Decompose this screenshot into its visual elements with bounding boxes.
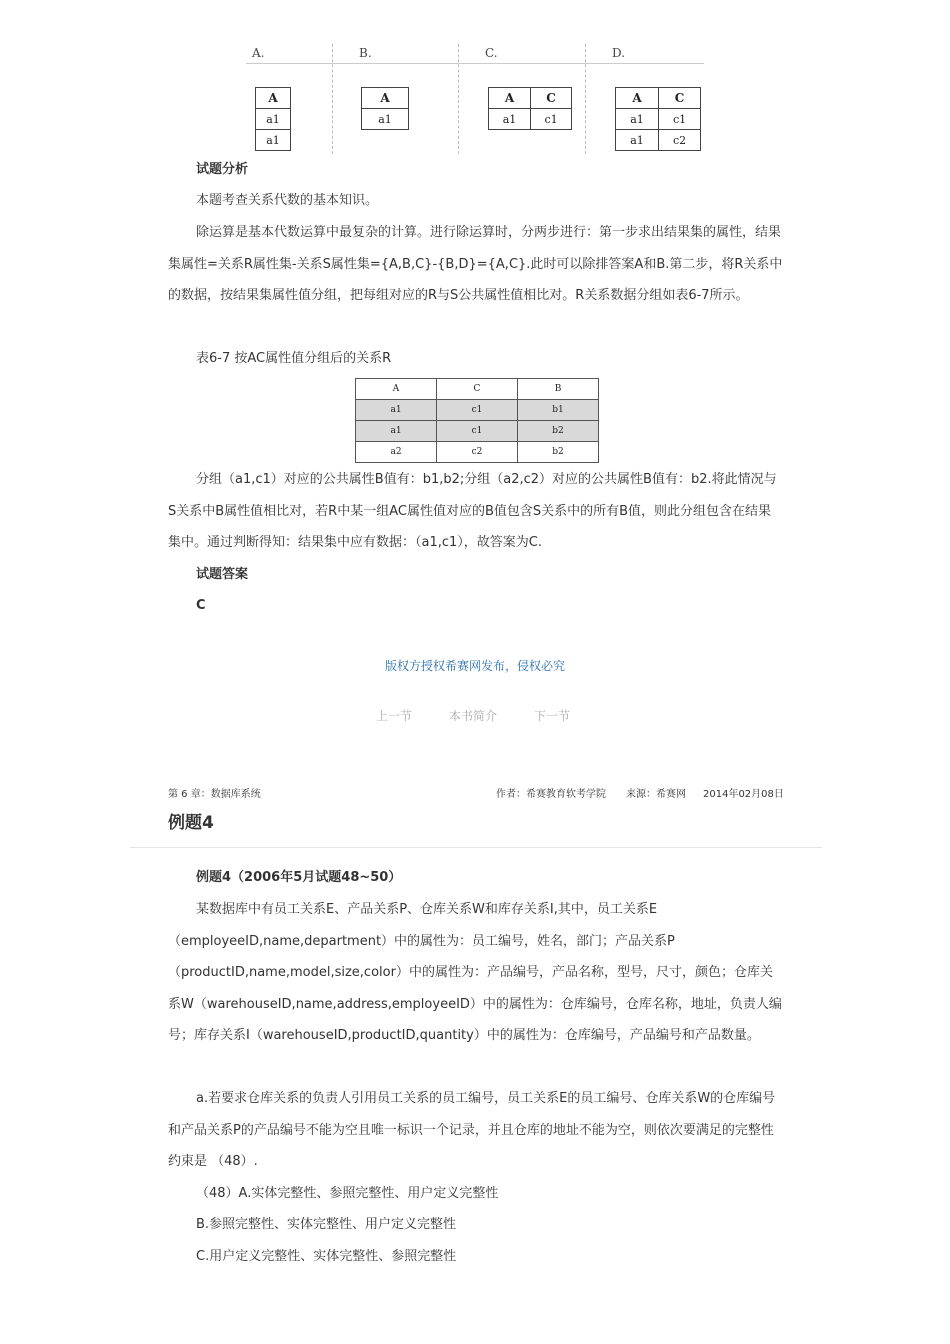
table-cell: b2 [518, 442, 599, 463]
answer-heading: 试题答案 [196, 567, 249, 582]
analysis-paragraph: 除运算是基本代数运算中最复杂的计算。进行除运算时，分两步进行：第一步求出结果集的属性，结果集属性=关系R属性集-关系S属性集={A,B,C}-{B,D}={A,C}.此时可以除排答案A和B.第二步，将R关系中的数据，按结果集属性值分组，把每组对应的R与S公共属性值相比对。R关系数据分组如表6-7所示。 [168, 225, 783, 303]
table-header-cell: A [362, 88, 409, 109]
date-label: 2014年02月08日 [703, 789, 784, 800]
source-label: 来源：希赛网 [626, 789, 686, 800]
page-title: 例题4 [168, 813, 214, 833]
table-cell: c1 [437, 421, 518, 442]
table-cell: a1 [256, 130, 291, 151]
chapter-label: 第 6 章：数据库系统 [168, 789, 261, 800]
table-cell: c2 [659, 130, 701, 151]
option-d-table [615, 87, 701, 151]
copyright-notice: 版权方授权希赛网发布，侵权必究 [384, 659, 565, 673]
prev-section-link[interactable]: 上一节 [376, 709, 413, 723]
option-label-b: B. [359, 46, 372, 60]
table-cell: b2 [518, 421, 599, 442]
book-intro-link[interactable]: 本书简介 [449, 709, 498, 723]
table-caption: 表6-7 按AC属性值分组后的关系R [196, 351, 392, 366]
table-header-cell: C [437, 379, 518, 400]
table-cell: b1 [518, 400, 599, 421]
option-separator [332, 44, 333, 154]
table-cell: a1 [616, 109, 659, 130]
analysis-paragraph: 分组（a1,c1）对应的公共属性B值有：b1,b2;分组（a2,c2）对应的公共属性B值有：b2.将此情况与S关系中B属性值相比对，若R中某一组AC属性值对应的B值包含S关系中的所有B值，则此分组包含在结果集中。通过判断得知：结果集中应有数据：（a1,c1），故答案为C. [168, 472, 777, 550]
choice-a: （48）A.实体完整性、参照完整性、用户定义完整性 [196, 1186, 499, 1201]
example-question: a.若要求仓库关系的负责人引用员工关系的员工编号，员工关系E的员工编号、仓库关系W的仓库编号和产品关系P的产品编号不能为空且唯一标识一个记录，并且仓库的地址不能为空，则依次要满足的完整性约束是 （48）. [168, 1091, 776, 1169]
table-cell: a1 [356, 400, 437, 421]
table-cell: a1 [489, 109, 531, 130]
answer-value: C [196, 598, 206, 613]
table-cell: c1 [659, 109, 701, 130]
table-cell: a2 [356, 442, 437, 463]
example-subtitle: 例题4（2006年5月试题48~50） [196, 870, 402, 885]
example-paragraph: 某数据库中有员工关系E、产品关系P、仓库关系W和库存关系I,其中，员工关系E（employeeID,name,department）中的属性为：员工编号，姓名，部门；产品关系P（productID,name,model,size,color）中的属性为：产品编号，产品名称，型号，尺寸，颜色；仓库关系W（warehouseID,name,address,employeeID）中的属性为：仓库编号，仓库名称，地址，负责人编号；库存关系I（warehouseID,productID,quantity）中的属性为：仓库编号，产品编号和产品数量。 [168, 902, 782, 1043]
option-separator [458, 44, 459, 154]
table-header-cell: B [518, 379, 599, 400]
table-cell: a1 [362, 109, 409, 130]
options-divider [246, 63, 704, 64]
table-cell: a1 [256, 109, 291, 130]
analysis-heading: 试题分析 [196, 162, 249, 177]
option-label-a: A. [252, 46, 265, 60]
choice-b: B.参照完整性、实体完整性、用户定义完整性 [196, 1217, 457, 1232]
option-label-c: C. [485, 46, 498, 60]
table-header-cell: C [531, 88, 572, 109]
option-c-table [488, 87, 572, 130]
author-label: 作者：希赛教育软考学院 [496, 789, 606, 800]
option-a-table [255, 87, 291, 151]
table-header-cell: A [616, 88, 659, 109]
table-row [356, 421, 599, 442]
analysis-paragraph: 本题考查关系代数的基本知识。 [196, 193, 379, 208]
table-header-cell: A [489, 88, 531, 109]
table-cell: a1 [616, 130, 659, 151]
table-row [356, 442, 599, 463]
table-header-cell: A [356, 379, 437, 400]
option-b-table [361, 87, 409, 130]
table-cell: c1 [437, 400, 518, 421]
table-cell: c2 [437, 442, 518, 463]
table-cell: c1 [531, 109, 572, 130]
choice-c: C.用户定义完整性、实体完整性、参照完整性 [196, 1249, 457, 1264]
option-separator [585, 44, 586, 154]
table-cell: a1 [356, 421, 437, 442]
title-divider [130, 847, 822, 848]
table-header-cell: A [256, 88, 291, 109]
next-section-link[interactable]: 下一节 [534, 709, 571, 723]
table-row [356, 400, 599, 421]
grouped-relation-table [355, 378, 599, 463]
option-label-d: D. [612, 46, 626, 60]
table-header-cell: C [659, 88, 701, 109]
